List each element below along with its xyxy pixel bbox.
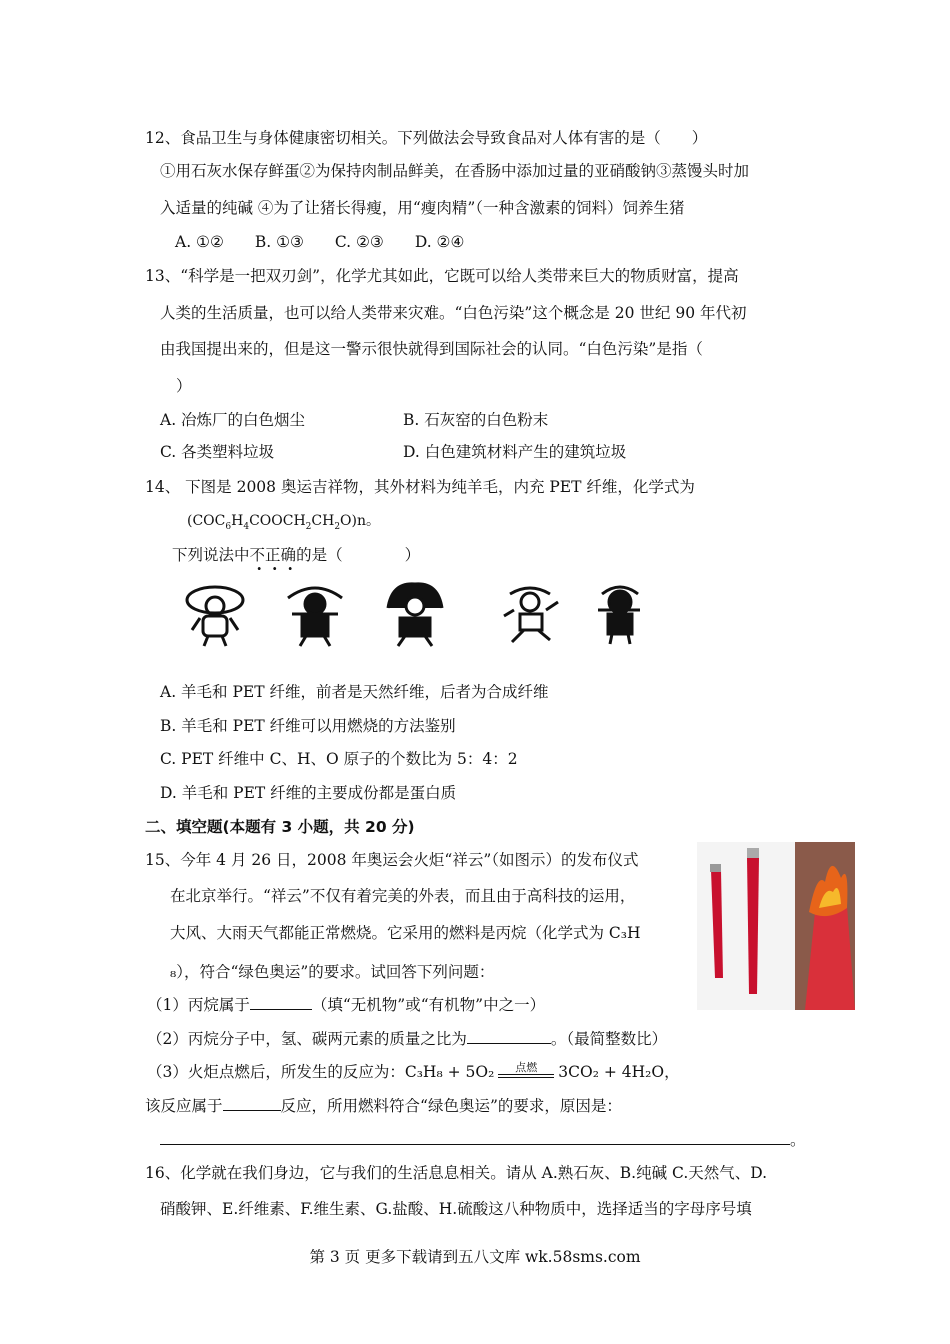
mascot-huanhuan-icon [388,584,442,646]
mascot-yingying-icon [504,588,558,642]
q15-blank-4[interactable] [160,1130,790,1145]
page-footer: 第 3 页 更多下载请到五八文库 wk.58sms.com [309,1248,641,1266]
q13-option-d: D. 白色建筑材料产生的建筑垃圾 [403,443,627,461]
q15-blank-3[interactable] [223,1096,281,1111]
q15-part1: （1）丙烷属于 （填“无机物”或“有机物”中之一） [147,996,546,1014]
q13-option-c: C. 各类塑料垃圾 [160,443,275,461]
q15-part2: （2）丙烷分子中，氢、碳两元素的质量之比为 。（最简整数比） [147,1030,668,1048]
q12-options: A. ①② B. ①③ C. ②③ D. ②④ [175,233,465,251]
reaction-condition: 点燃 [498,1062,554,1084]
q15-line3: 大风、大雨天气都能正常燃烧。它采用的燃料是丙烷（化学式为 C₃H [170,924,641,942]
section-heading: 二、填空题(本题有 3 小题，共 20 分) [145,818,415,836]
q15-answer-line-row: 。 [160,1130,806,1150]
q14-option-c: C. PET 纤维中 C、H、O 原子的个数比为 5：4：2 [160,750,518,768]
q15-part3: （3）火炬点燃后，所发生的反应为：C₃H₈ + 5O₂ $^{点燃}$ 3CO₂ + 4H₂O， [147,1062,680,1084]
mascot-jingjing-icon [288,588,342,646]
q16-line2: 硝酸钾、E.纤维素、F.维生素、G.盐酸、H.硫酸这八种物质中，选择适当的字母序号填 [160,1200,752,1218]
mascot-nini-icon [598,587,640,644]
q13-line4: ） [176,377,192,395]
q16-line1: 16、化学就在我们身边，它与我们的生活息息相关。请从 A.熟石灰、B.纯碱 C.天然气、D. [145,1164,768,1182]
q12-line3: 入适量的纯碱 ④为了让猪长得瘦，用“瘦肉精”（一种含激素的饲料）饲养生猪 [160,199,685,217]
q14-formula: $(COC_6H_4COOCH_2CH_2O)n$。 [187,513,381,532]
q13-option-b: B. 石灰窑的白色粉末 [403,411,549,429]
q14-option-d: D. 羊毛和 PET 纤维的主要成份都是蛋白质 [160,784,457,802]
q13-option-a: A. 冶炼厂的白色烟尘 [160,411,306,429]
q12-line2: ①用石灰水保存鲜蛋②为保持肉制品鲜美，在香肠中添加过量的亚硝酸钠③蒸馒头时加 [160,162,750,180]
q14-option-a: A. 羊毛和 PET 纤维，前者是天然纤维，后者为合成纤维 [160,683,549,701]
q15-line1: 15、今年 4 月 26 日，2008 年奥运会火炬“祥云”（如图示）的发布仪式 [145,851,639,869]
mascot-images [180,580,640,650]
torch-image [697,842,855,1010]
q15-line2: 在北京举行。“祥云”不仅有着完美的外表，而且由于高科技的运用， [170,887,636,905]
mascot-beibei-icon [187,587,243,646]
q13-line1: 13、“科学是一把双刃剑”，化学尤其如此，它既可以给人类带来巨大的物质财富，提高 [145,267,739,285]
q15-part4: 该反应属于 反应，所用燃料符合“绿色奥运”的要求，原因是： [145,1097,622,1115]
q14-line3: 下列说法中不正确的是（ ） [172,546,421,564]
q12-stem: 12、食品卫生与身体健康密切相关。下列做法会导致食品对人体有害的是（ ） [145,129,708,147]
q14-line1: 14、 下图是 2008 奥运吉祥物，其外材料为纯羊毛，内充 PET 纤维，化学式为 [145,478,695,496]
q15-blank-1[interactable] [250,995,312,1010]
q13-line2: 人类的生活质量，也可以给人类带来灾难。“白色污染”这个概念是 20 世纪 90 年代初 [160,304,747,322]
q14-option-b: B. 羊毛和 PET 纤维可以用燃烧的方法鉴别 [160,717,456,735]
q15-line4: ₈），符合“绿色奥运”的要求。试回答下列问题： [170,963,495,981]
q13-line3: 由我国提出来的，但是这一警示很快就得到国际社会的认同。“白色污染”是指（ [160,340,703,358]
q15-blank-2[interactable] [467,1029,551,1044]
